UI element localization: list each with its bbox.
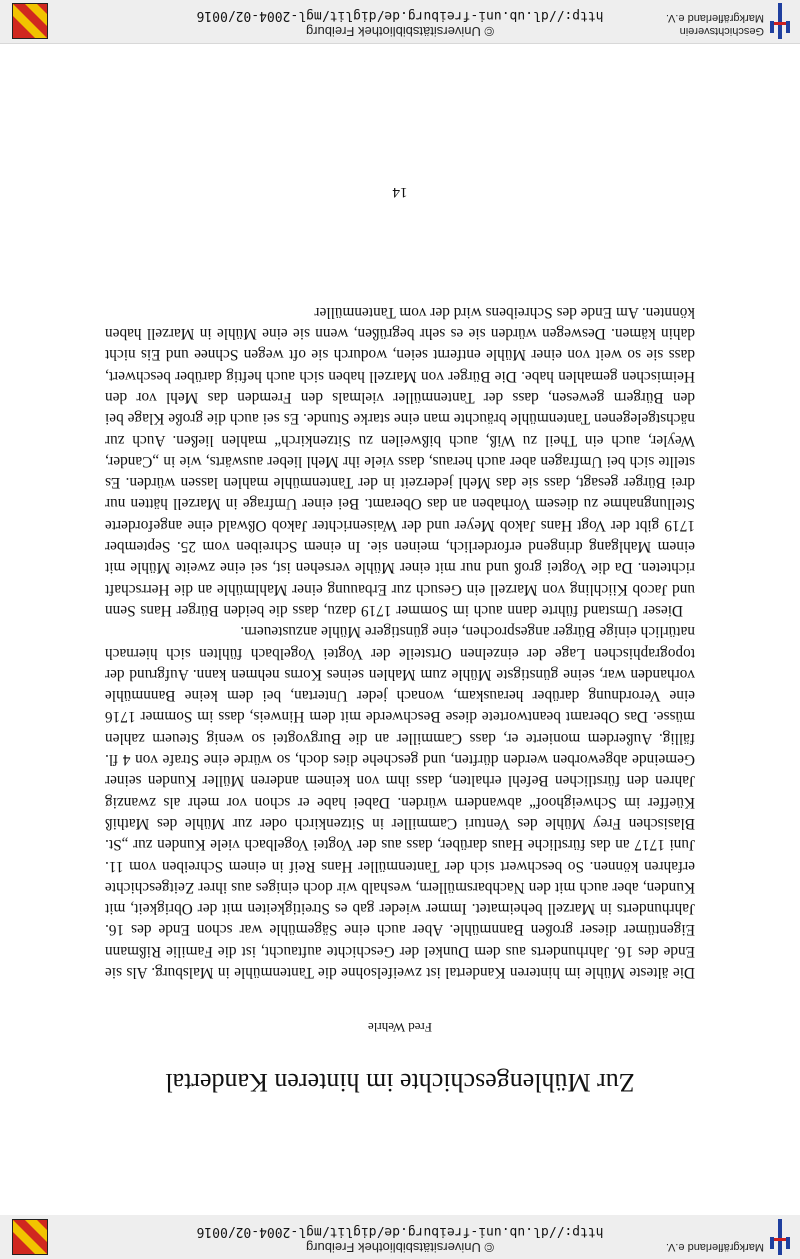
copyright-notice: © Universitätsbibliothek Freiburg	[305, 1240, 495, 1255]
wordmark-line: Markgräflerland e.V.	[665, 1241, 764, 1253]
society-crest-icon[interactable]	[12, 1219, 48, 1255]
copyright-notice: © Universitätsbibliothek Freiburg	[305, 24, 495, 39]
permalink-url[interactable]: http://dl.ub.uni-freiburg.de/diglit/mgl-2004-02/0016	[196, 1224, 604, 1239]
paragraph: Die älteste Mühle im hinteren Kandertal ist zweifelsohne die Tantenmühle in Malsburg. Als sie Ende des 16. Jahrhunderts aus dem Dunkel der Geschichte auftaucht, ist die Familie Rißmann Eigentümer dieser großen Bannmühle. Aber auch eine Sägemühle war schon Ende des 16. Jahrhunderts in Marzell beheimatet. Immer wieder gab es Streitigkeiten mit der Obrigkeit, mit Kunden, aber auch mit den Nachbarsmüllern, weshalb wir doch einiges aus ihrer Zeitgeschichte erfahren können. So beschwert sich der Tantenmüller Hans Reif in einem Schreiben vom 11. Juni 1717 an das fürstliche Haus darüber, dass aus der Vogtei Vogelbach viele Kunden zur „St. Blasischen Frey Mühle des Venturi Cammiller in Sitzenkirch oder zur Mühle des Mathiß Küeffer im Schweighoof“ abwandern würden. Dabei habe er schon vor mehr als zwanzig Jahren den fürstlichen Befehl erhalten, dass ihm von keinem anderen Müller Kunden seiner Gemeinde abgeworben werden dürften, und geschehe dies doch, so würde eine Strafe von 4 fl. fällig. Außerdem monierte er, dass Cammiller an die Burgvogtei so wenig Steuern zahlen müsse. Das Oberamt beantwortete diese Beschwerde mit dem Hinweis, dass im Sommer 1716 eine Verordnung darüber herauskam, wonach jeder Untertan, bei dem keine Bannmühle vorhanden war, seine günstigste Mühle zum Mahlen seines Korns nehmen kann. Aufgrund der topographischen Lage der einzelnen Ortsteile der Vogtei Vogelbach fühlten sich hiernach natürlich einige Bürger angesprochen, eine günstigere Mühle anzusteuern.	[105, 623, 695, 981]
article-title: Zur Mühlengeschichte im hinteren Kandertal	[165, 1068, 635, 1097]
paragraph: Dieser Umstand führte dann auch im Sommer 1719 dazu, dass die beiden Bürger Hans Senn und Jacob Kiichling von Marzell ein Gesuch zur Erbauung einer Mahlmühle an die Herrschaft richteten. Da die Vogtei groß und nur mit einer Mühle versehen ist, sei eine zweite Mühle mit einem Mahlgang dringend erforderlich, meinen sie. In einem Schreiben vom 25. September 1719 gibt der Vogt Hans Jakob Meyer und der Waisenrichter Jakob Oßwald eine angeforderte Stellungnahme zu diesem Vorhaben an das Oberamt. Bei einer Umfrage in Marzell hätten nur drei Bürger gesagt, dass sie das Mehl jederzeit in der Tantenmühle mahlen lassen würden. Es stellte sich bei Umfragen aber auch heraus, dass viele ihr Mehl lieber auswärts, wie in „Cander, Weyler, auch ein Theil zu Wiß, auch bißweilen zu Sitzenkirch“ mahlen ließen. Auch zur nächstgelegenen Tantenmühle bräuchte man eine starke Stunde. Es sei auch die große Klage bei den Bürgern gewesen, dass der Tantenmüller vielmals den Fremden das Mehl vor den Heimischen gemahlen habe. Die Bürger von Marzell haben sich auch heftig darüber beschwert, dass sie so weit von einer Mühle entfernt seien, wodurch sie oft wegen Schnee und Eis nicht dahin kämen. Deswegen würden sie es sehr begrüßen, wenn sie eine Mühle in Marzell haben könnten. Am Ende des Schreibens wird der vom Tantenmüller	[105, 303, 695, 619]
wordmark-line: Markgräflerland e.V.	[665, 12, 764, 24]
wordmark-line: Geschichtsverein	[679, 25, 764, 37]
page-number: 14	[392, 184, 408, 200]
document-page	[0, 44, 800, 1215]
article-author: Fred Wehrle	[367, 1020, 433, 1035]
article-body	[105, 302, 695, 984]
viewer-footer-bar	[0, 0, 800, 44]
viewer-header-bar	[0, 1214, 800, 1259]
society-crest-icon[interactable]	[12, 3, 48, 39]
permalink-url[interactable]: http://dl.ub.uni-freiburg.de/diglit/mgl-2004-02/0016	[196, 8, 604, 23]
